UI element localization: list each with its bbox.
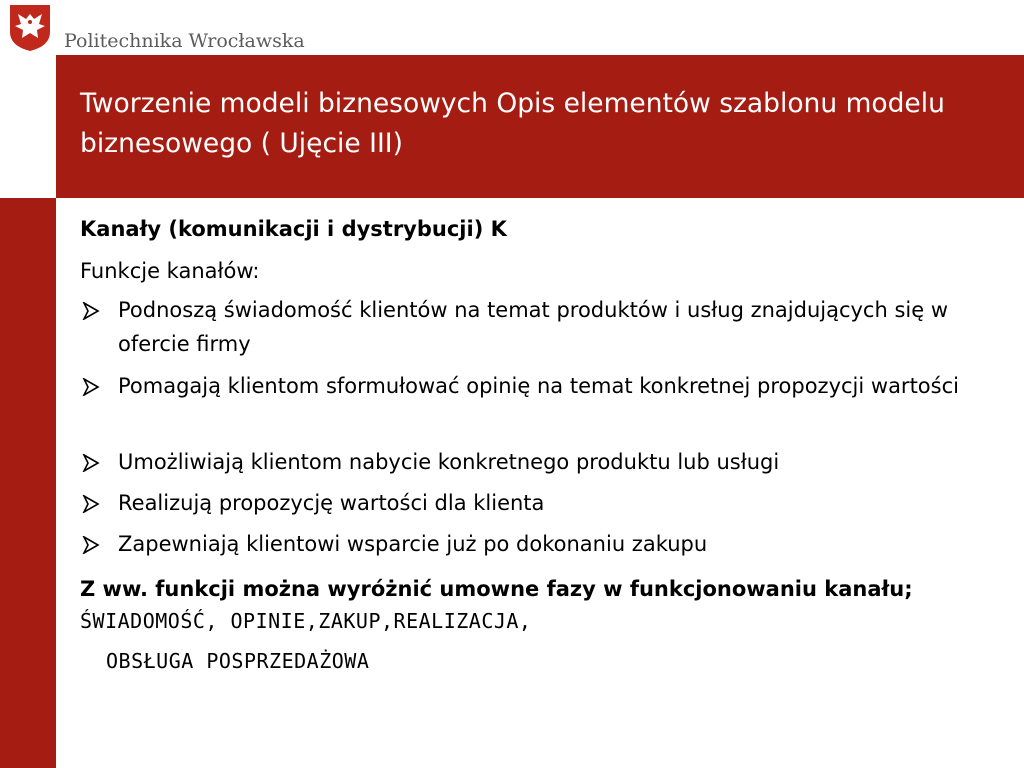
summary-phases-line2: OBSŁUGA POSPRZEDAŻOWA [106,649,370,673]
slide-header [0,0,1024,55]
list-item-text: Realizują propozycję wartości dla klienta [118,491,545,515]
section-subheading: Funkcje kanałów: [80,259,260,283]
eagle-crest-icon [7,2,53,52]
list-item-text: Umożliwiają klientom nabycie konkretnego produktu lub usługi [118,450,780,474]
arrowhead-bullet-icon [82,453,100,471]
arrowhead-bullet-icon [82,301,100,319]
arrowhead-bullet-icon [82,377,100,395]
left-decorative-band [0,198,56,768]
summary-phases-line1: ŚWIADOMOŚĆ, OPINIE,ZAKUP,REALIZACJA, [80,609,532,633]
summary-paragraph [80,573,980,637]
summary-bold-text: Z ww. funkcji można wyróżnić umowne fazy w funkcjonowaniu kanału; [80,577,913,601]
section-heading: Kanały (komunikacji i dystrybucji) K [80,217,507,241]
list-item-text: Podnoszą świadomość klientów na temat produktów i usług znajdujących się w ofercie firmy [118,298,949,356]
list-item-text: Zapewniają klientowi wsparcie już po dokonaniu zakupu [118,532,708,556]
university-name: Politechnika Wrocławska [64,30,305,52]
arrowhead-bullet-icon [82,494,100,512]
list-item-text: Pomagają klientom sformułować opinię na temat konkretnej propozycji wartości [118,374,959,398]
slide-title: Tworzenie modeli biznesowych Opis elementów szablonu modelu biznesowego ( Ujęcie III) [80,88,945,159]
arrowhead-bullet-icon [82,535,100,553]
